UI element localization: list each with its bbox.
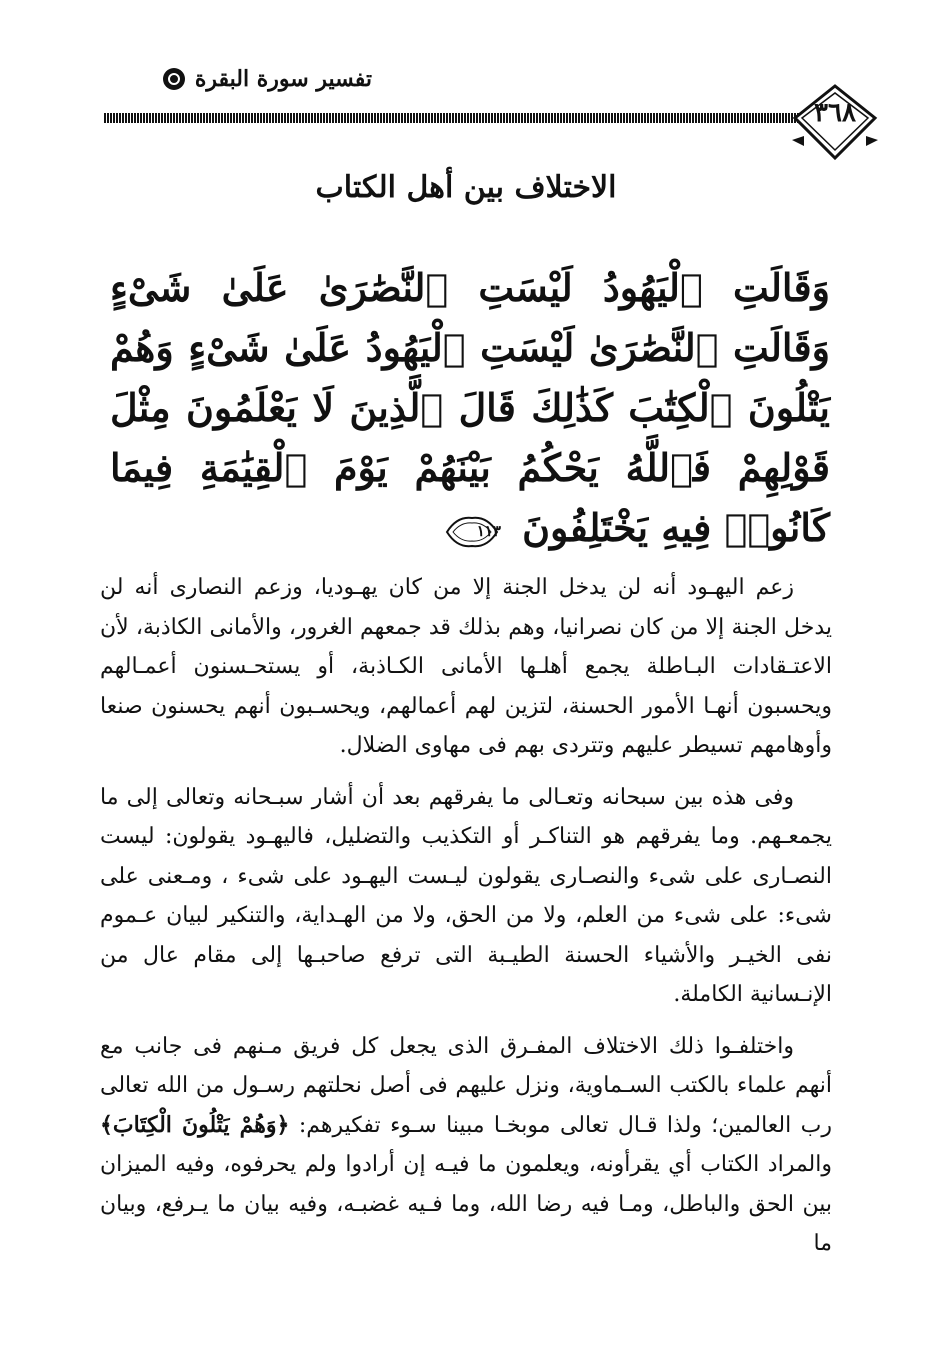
verse-text: وَقَالَتِ ٱلْيَهُودُ لَيْسَتِ ٱلنَّصَٰرَىٰ عَلَىٰ شَىْءٍ وَقَالَتِ ٱلنَّصَٰرَىٰ لَيْسَتِ ٱلْيَهُودُ عَلَىٰ شَىْءٍ وَهُمْ يَتْلُونَ ٱلْكِتَٰبَ كَذَٰلِكَ قَالَ ٱلَّذِينَ لَا يَعْلَمُونَ مِثْلَ قَوْلِهِمْ فَٱللَّهُ يَحْكُمُ بَيْنَهُمْ يَوْمَ ٱلْقِيَٰمَةِ فِيمَا كَانُوا۟ فِيهِ يَخْتَلِفُونَ (110, 265, 830, 550)
commentary-body (100, 568, 832, 1276)
paragraph: زعم اليهـود أنه لن يدخل الجنة إلا من كان يهـوديا، وزعم النصارى أنه لن يدخل الجنة إلا من كان نصرانيا، وهم بذلك قد جمعهم الغرور، والأمانى الكاذبة، لأن الاعتـقادات البـاطلة يجمع أهلـها الأمانى الكـاذبة، أو يستحـسنون أعمـالهم ويحسبون أنهـا الأمور الحسنة، لتزين لهم أعمالهم، ويحسـبون أنهم يحسنون صنعا وأوهامهم تسيطر عليهم وتتردى بهم فى مهاوى الضلال. (100, 575, 832, 758)
quran-verse (110, 258, 830, 558)
page-number: ٣٦٨ (814, 98, 856, 128)
running-header (163, 66, 372, 92)
section-title: الاختلاف بين أهل الكتاب (315, 170, 617, 205)
paragraph-text: والمراد الكتاب أي يقرأونه، ويعلمون ما فيـه إن أرادوا ولم يحرفوه، وفيه الميزان بين الحق والباطل، ومـا فيه رضا الله، وما فـيه غضبـه، وفيه بيان ما يـرفع، وبيان ما (100, 1152, 832, 1256)
ayah-marker (443, 512, 501, 552)
ayah-number: ١١٣ (476, 521, 501, 540)
paragraph: وفى هذه بين سبحانه وتعـالى ما يفرقهم بعد أن أشار سبـحانه وتعالى إلى ما يجمعـهم. وما يفرقهم هو التناكـر أو التكذيب والتضليل، فاليهـود يقولون: ليست النصـارى على شىء والنصـارى يقولون ليـست اليهـود على شىء ، ومـعنى على شىء: على شىء من العلم، ولا من الحق، ولا من الهـداية، والتنكير لبيان عـموم نفى الخيـر والأشياء الحسنة الطيـبة التى ترفع صاحبـها إلى مقام عال من الإنـسانية الكاملة. (100, 784, 832, 1007)
header-rule (104, 113, 804, 123)
quran-quote: ﴿وَهُمْ يَتْلُونَ الْكِتَابَ﴾ (100, 1111, 290, 1138)
paragraph (100, 1027, 832, 1264)
paragraph-text: واختلفـوا ذلك الاختلاف المفـرق الذى يجعل كل فريق مـنهم فى جانب مع أنهم علماء بالكتب السـماوية، ونزل عليهم فى أصل نحلتهم رسـول من الله تعالى رب العالمين؛ ولذا قـال تعالى موبخـا مبينا سـوء تفكيرهم: (100, 1033, 832, 1138)
ornament-icon (163, 68, 185, 90)
running-title: تفسير سورة البقرة (194, 66, 372, 92)
